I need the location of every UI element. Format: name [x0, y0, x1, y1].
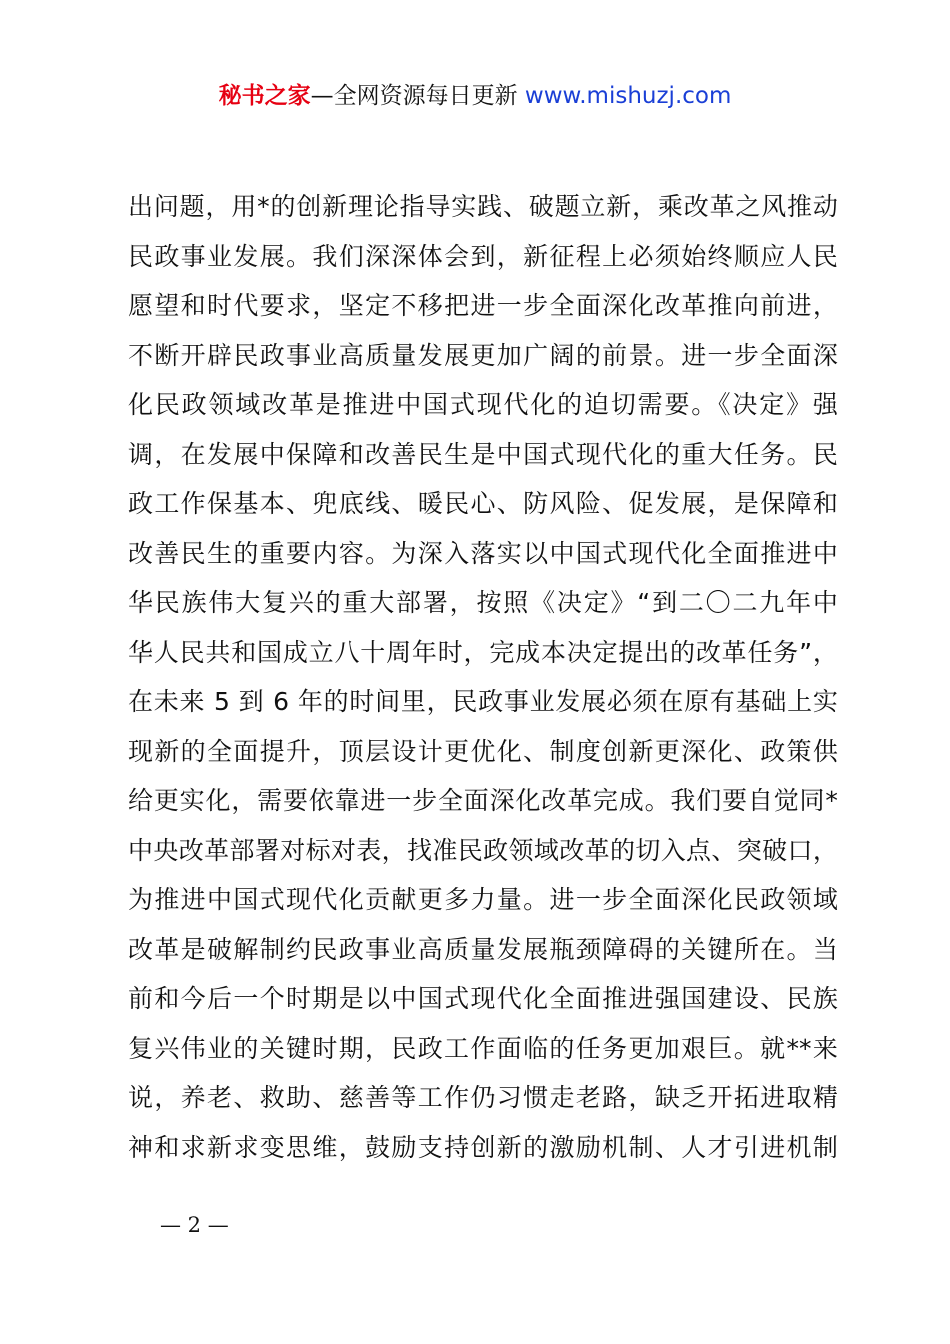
body-line: 华民族伟大复兴的重大部署，按照《决定》“到二〇二九年中: [128, 588, 838, 617]
body-line: 在未来 5 到 6 年的时间里，民政事业发展必须在原有基础上实: [128, 687, 838, 716]
body-line: 改善民生的重要内容。为深入落实以中国式现代化全面推进中: [128, 538, 838, 568]
body-line: 调，在发展中保障和改善民生是中国式现代化的重大任务。民: [128, 439, 838, 469]
body-line: 中央改革部署对标对表，找准民政领域改革的切入点、突破口，: [128, 835, 838, 865]
body-line: 华人民共和国成立八十周年时，完成本决定提出的改革任务”，: [128, 637, 838, 667]
body-line: 化民政领域改革是推进中国式现代化的迫切需要。《决定》强: [128, 390, 838, 419]
body-line: 说，养老、救助、慈善等工作仍习惯走老路，缺乏开拓进取精: [128, 1083, 838, 1112]
page-header: [0, 80, 950, 112]
body-line: 不断开辟民政事业高质量发展更加广阔的前景。进一步全面深: [128, 340, 838, 370]
body-line: 改革是破解制约民政事业高质量发展瓶颈障碍的关键所在。当: [128, 934, 838, 964]
body-line: 政工作保基本、兜底线、暖民心、防风险、促发展，是保障和: [128, 489, 838, 518]
body-line: 民政事业发展。我们深深体会到，新征程上必须始终顺应人民: [128, 241, 838, 271]
brand-name: 秘书之家: [218, 83, 311, 109]
body-line: 现新的全面提升，顶层设计更优化、制度创新更深化、政策供: [128, 736, 838, 766]
body-line: 神和求新求变思维，鼓励支持创新的激励机制、人才引进机制: [128, 1132, 838, 1162]
body-line: 愿望和时代要求，坚定不移把进一步全面深化改革推向前进，: [128, 291, 838, 320]
body-line: 复兴伟业的关键时期，民政工作面临的任务更加艰巨。就**来: [128, 1033, 838, 1063]
body-line: 给更实化，需要依靠进一步全面深化改革完成。我们要自觉同*: [128, 786, 838, 815]
page-number: — 2 —: [160, 1213, 229, 1237]
document-body: [128, 182, 838, 1172]
site-url[interactable]: www.mishuzj.com: [524, 83, 732, 109]
body-line: 前和今后一个时期是以中国式现代化全面推进强国建设、民族: [128, 984, 838, 1013]
header-tagline: —全网资源每日更新: [310, 83, 525, 109]
body-line: 为推进中国式现代化贡献更多力量。进一步全面深化民政领域: [128, 885, 838, 914]
body-line: 出问题，用*的创新理论指导实践、破题立新，乘改革之风推动: [128, 192, 838, 221]
